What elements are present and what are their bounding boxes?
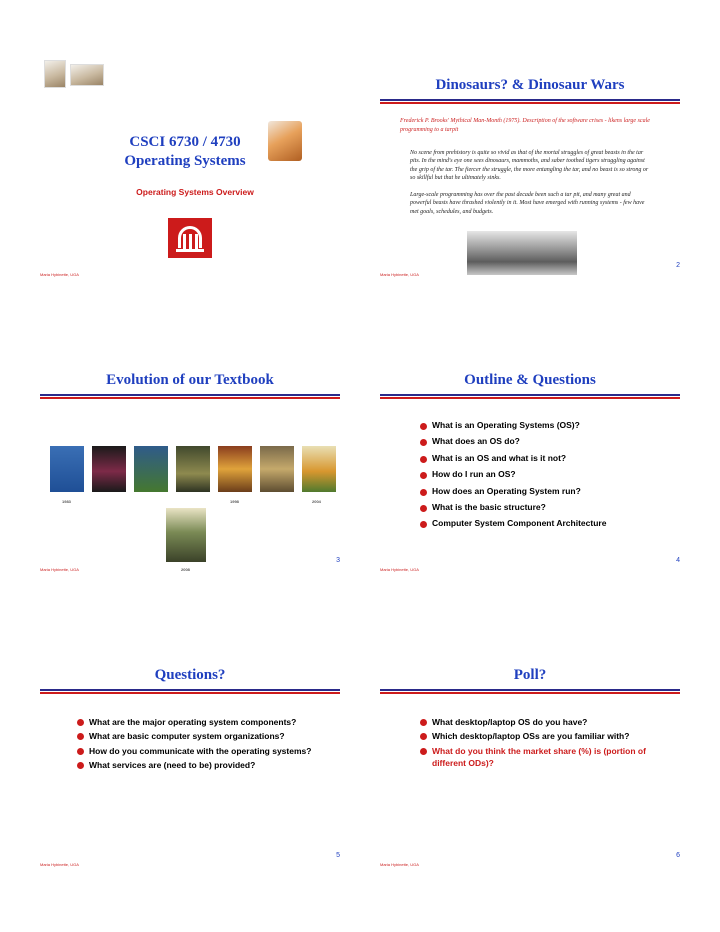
- list-item: [420, 486, 680, 496]
- bullet-icon: [420, 472, 427, 479]
- bullet-icon: [420, 505, 427, 512]
- slide-5: [40, 645, 340, 875]
- textbook-cover: [92, 446, 126, 492]
- list-item: [420, 436, 680, 446]
- list-item: [420, 453, 680, 463]
- list-item: [420, 518, 680, 528]
- slide-title: Dinosaurs? & Dinosaur Wars: [435, 77, 625, 93]
- textbook-cover-latest: [166, 508, 206, 562]
- list-item: [420, 420, 680, 430]
- list-item-text: What is an OS and what is it not?: [432, 452, 567, 463]
- slide-title: Poll?: [513, 667, 547, 683]
- page-number: 2: [676, 262, 680, 269]
- slide-footer: Maria Hybinette, UGA: [380, 862, 419, 867]
- title-divider: [380, 99, 680, 104]
- list-item-text: What is an Operating Systems (OS)?: [432, 420, 580, 430]
- title-divider: [380, 394, 680, 399]
- course-title: [110, 133, 260, 171]
- list-item: [420, 502, 680, 512]
- slide-footer: Maria Hybinette, UGA: [40, 862, 79, 867]
- textbook-covers: [50, 446, 340, 496]
- bullet-icon: [77, 719, 84, 726]
- year-label: 2004: [312, 499, 321, 504]
- list-item-text: Computer System Component Architecture: [432, 518, 607, 529]
- slide-subtitle: Operating Systems Overview: [136, 187, 254, 197]
- logo-column: [183, 234, 186, 250]
- logo-column: [189, 234, 192, 250]
- textbook-cover: [134, 446, 168, 492]
- textbook-cover: [176, 446, 210, 492]
- slide-4: [380, 350, 680, 580]
- list-item-text: What are the major operating system components?: [89, 717, 297, 727]
- list-item-text: How do you communicate with the operating systems?: [89, 745, 312, 756]
- textbook-cover: [260, 446, 294, 492]
- list-item: [77, 759, 327, 771]
- list-item-text: What services are (need to be) provided?: [89, 759, 256, 770]
- list-item-text: Which desktop/laptop OSs are you familiar with?: [432, 731, 630, 742]
- university-logo: [168, 218, 212, 258]
- page-number: 3: [336, 557, 340, 564]
- list-item-text: How does an Operating System run?: [432, 485, 581, 496]
- list-item: [77, 745, 327, 757]
- list-item: [420, 745, 670, 770]
- bullet-list: [420, 716, 670, 771]
- slide-footer: Maria Hybinette, UGA: [380, 272, 419, 277]
- bullet-icon: [420, 719, 427, 726]
- bullet-icon: [420, 748, 427, 755]
- year-label: 1998: [230, 499, 239, 504]
- logo-column: [195, 234, 198, 250]
- slide-title: Outline & Questions: [464, 372, 596, 388]
- page-number: 4: [676, 557, 680, 564]
- title-divider: [40, 394, 340, 399]
- slide-footer: Maria Hybinette, UGA: [40, 272, 79, 277]
- textbook-cover: [50, 446, 84, 492]
- title-divider: [40, 689, 340, 694]
- slide-1: [40, 55, 340, 285]
- tar-pit-engraving: [467, 231, 577, 275]
- slide-3: [40, 350, 340, 580]
- slide-title: Evolution of our Textbook: [106, 372, 274, 388]
- bullet-icon: [420, 733, 427, 740]
- slide-footer: Maria Hybinette, UGA: [380, 567, 419, 572]
- bullet-icon: [77, 762, 84, 769]
- slide-2: [380, 55, 680, 285]
- course-title-line2: Operating Systems: [124, 153, 246, 169]
- course-title-line1: CSCI 6730 / 4730: [129, 134, 241, 150]
- list-item-text: What is the basic structure?: [432, 501, 546, 512]
- textbook-cover: [302, 446, 336, 492]
- list-item-text: What does an OS do?: [432, 436, 520, 447]
- list-item-text: What do you think the market share (%) is (portion of different ODs)?: [432, 745, 646, 768]
- list-item: [77, 730, 327, 742]
- list-item: [420, 716, 670, 728]
- bullet-icon: [420, 423, 427, 430]
- bullet-list: [420, 420, 680, 535]
- dinosaur-image-2: [70, 64, 104, 86]
- list-item: [420, 469, 680, 479]
- bullet-icon: [420, 456, 427, 463]
- textbook-cover: [218, 446, 252, 492]
- bullet-icon: [420, 489, 427, 496]
- bullet-icon: [77, 733, 84, 740]
- slide-title: Questions?: [154, 667, 226, 683]
- citation-text: Frederick P. Brooks' Mythical Man-Month (1975). Description of the software crises - likens large scale programming to a tarpit: [400, 118, 650, 133]
- slide-6: [380, 645, 680, 875]
- list-item-text: How do I run an OS?: [432, 469, 516, 480]
- list-item-text: What are basic computer system organizations?: [89, 731, 285, 742]
- year-label: 2008: [181, 567, 190, 572]
- bullet-icon: [420, 439, 427, 446]
- list-item: [420, 730, 670, 742]
- bullet-icon: [77, 748, 84, 755]
- presenter-photo: [268, 121, 302, 161]
- logo-base: [176, 249, 204, 252]
- bullet-list: [77, 716, 327, 773]
- list-item: [77, 716, 327, 728]
- quote-paragraph-1: No scene from prehistory is quite so vivid as that of the mortal struggles of great beasts in the tar pits. In the mind's eye one sees dinosaurs, mammoths, and saber toothed tigers struggling against the grip of the tar. The fiercer the struggle, the more entangling the tar, and no beast is so strong or so skillful but that he ultimately sinks.: [410, 150, 649, 182]
- year-label: 1983: [62, 499, 71, 504]
- quote-paragraph-2: Large-scale programming has over the past decade been such a tar pit, and many great and powerful beasts have thrashed violently in it. Most have emerged with running systems - few have met goals, schedules, and budgets.: [410, 192, 645, 215]
- bullet-icon: [420, 521, 427, 528]
- slide-footer: Maria Hybinette, UGA: [40, 567, 79, 572]
- dinosaur-image-1: [44, 60, 66, 88]
- page-number: 5: [336, 852, 340, 859]
- page-number: 6: [676, 852, 680, 859]
- title-divider: [380, 689, 680, 694]
- list-item-text: What desktop/laptop OS do you have?: [432, 717, 588, 727]
